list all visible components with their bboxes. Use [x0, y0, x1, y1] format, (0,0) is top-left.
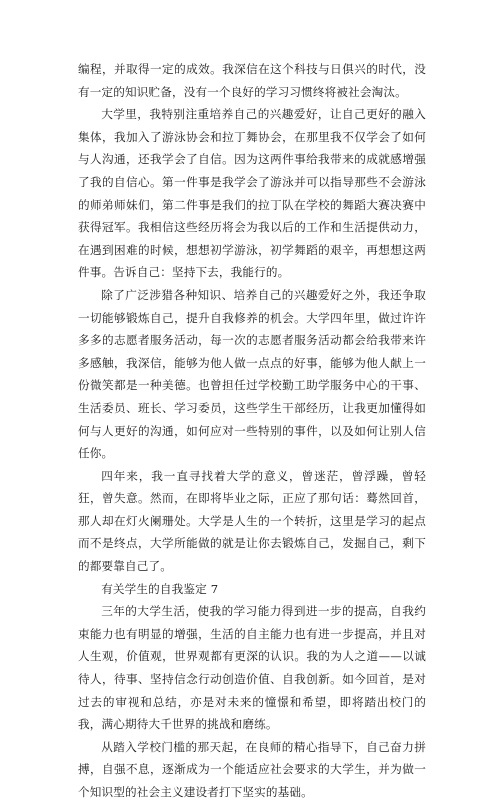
section-heading: 有关学生的自我鉴定 7: [101, 581, 219, 596]
paragraph-volunteer: 除了广泛涉猎各种知识、培养自己的兴趣爱好之外，我还争取一切能够锻炼自己，提升自我修养的机会。大学四年里，做过许许多多的志愿者服务活动，每一次的志愿者服务活动都会给我带来许多感触，我深信，能够为他人做一点点的好事，能够为他人献上一份微笑都是一种美德。也曾担任过学校勤工助学服务中心的干事、生活委员、班长、学习委员，这些学生干部经历，让我更加懂得如何与人更好的沟通，如何应对一些特别的事件，以及如何让别人信任你。: [78, 287, 426, 461]
paragraph-school-entry: 从踏入学校门槛的那天起，在良师的精心指导下，自己奋力拼搏，自强不息，逐渐成为一个能适应社会要求的大学生，并为做一个知识型的社会主义建设者打下坚实的基础。: [78, 739, 426, 799]
document-body: [78, 58, 426, 804]
paragraph-hobbies: 大学里，我特别注重培养自己的兴趣爱好，让自己更好的融入集体，我加入了游泳协会和拉丁舞协会，在那里我不仅学会了如何与人沟通，还我学会了自信。因为这两件事给我带来的成就感增强了我的自信心。第一件事是我学会了游泳并可以指导那些不会游泳的师弟师妹们，第二件事是我们的拉丁队在学校的舞蹈大赛决赛中获得冠军。我相信这些经历将会为我以后的工作和生活提供动力，在遇到困难的时候，想想初学游泳，初学舞蹈的艰辛，再想想这两件事。告诉自己：坚持下去，我能行的。: [78, 107, 426, 280]
paragraph-continuation: 编程，并取得一定的成效。我深信在这个科技与日俱兴的时代，没有一定的知识贮备，没有一个良好的学习习惯终将被社会淘汰。: [78, 62, 426, 99]
paragraph-three-years: 三年的大学生活，使我的学习能力得到进一步的提高，自我约束能力也有明显的增强，生活的自主能力也有进一步提高，并且对人生观，价值观，世界观都有更深的认识。我的为人之道——以诚待人，待事、坚持信念行动创造价值、自我创新。如今回首，是对过去的审视和总结，亦是对未来的憧憬和希望，即将踏出校门的我，满心期待大千世界的挑战和磨练。: [78, 604, 426, 732]
paragraph-reflection: 四年来，我一直寻找着大学的意义，曾迷茫，曾浮躁，曾轻狂，曾失意。然而，在即将毕业之际，正应了那句话：蓦然回首，那人却在灯火阑珊处。大学是人生的一个转折，这里是学习的起点而不是终点，大学所能做的就是让你去锻炼自己，发掘自己，剩下的都要靠自己了。: [78, 468, 426, 574]
